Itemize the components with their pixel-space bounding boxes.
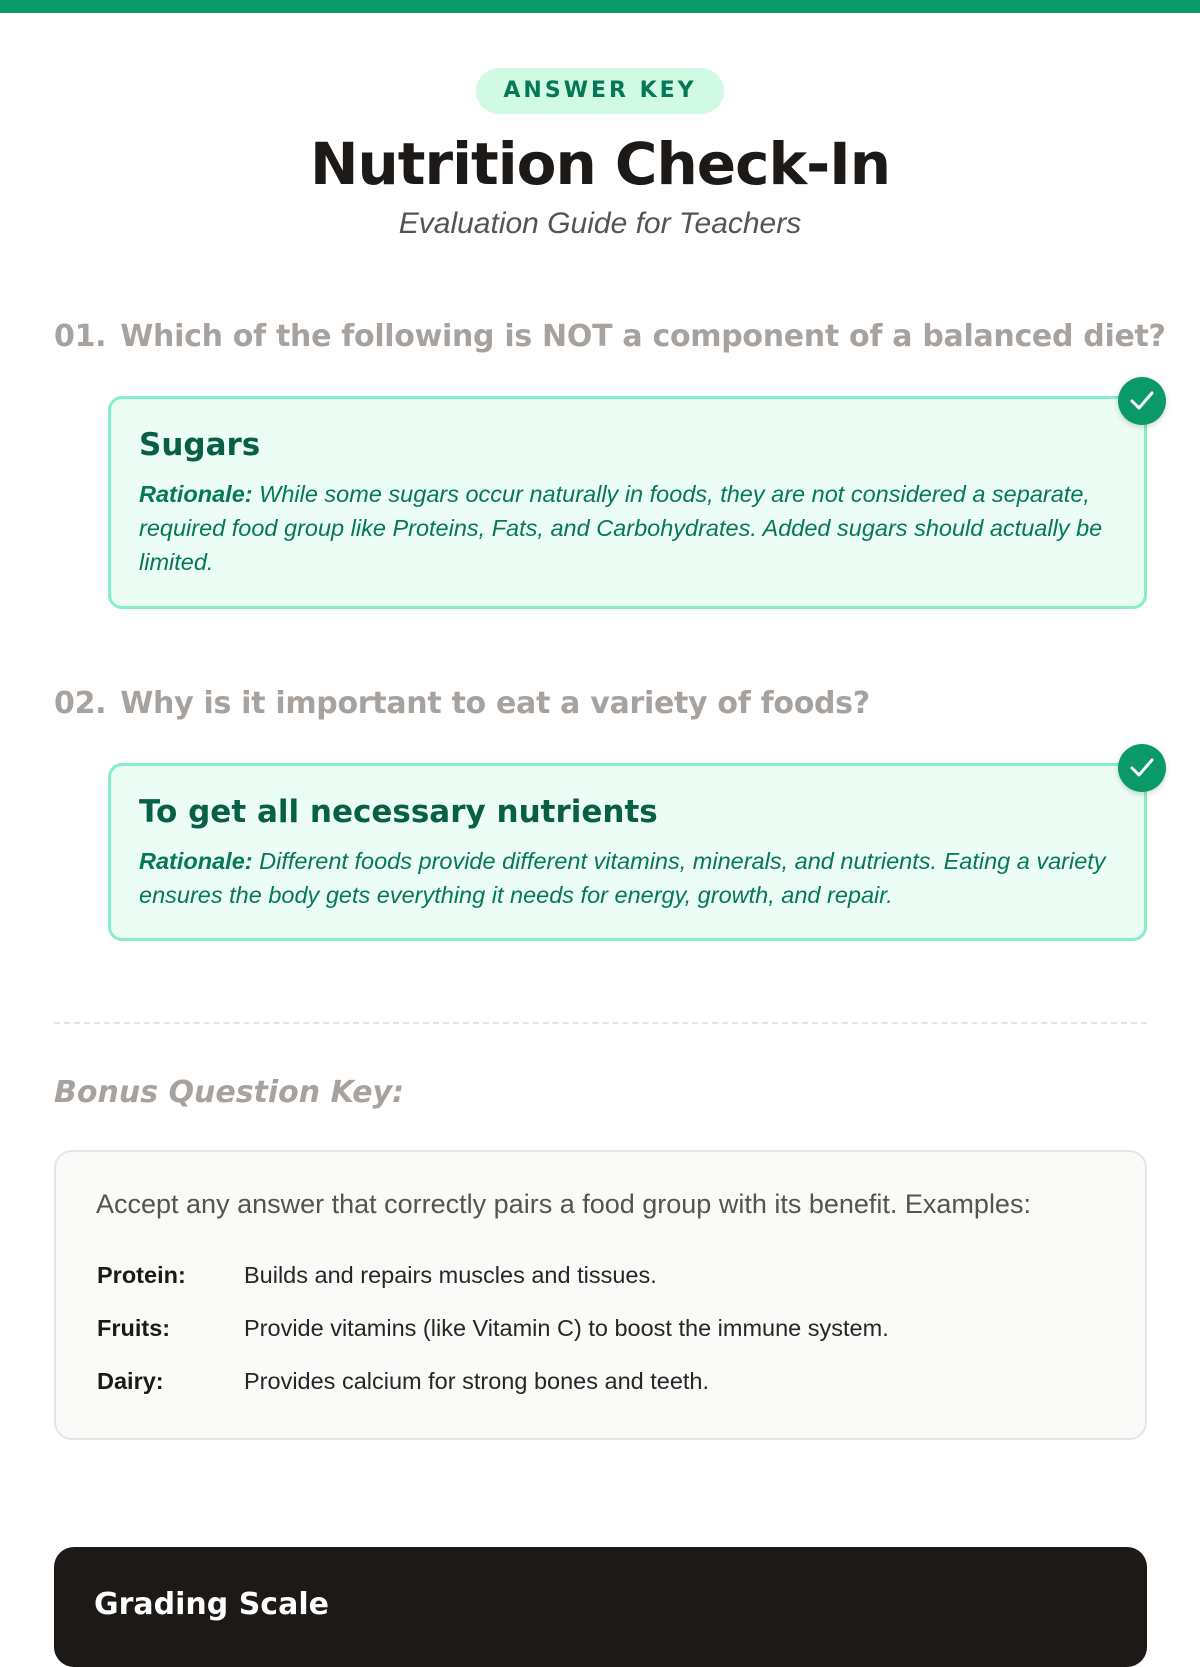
top-accent-bar [0, 0, 1200, 13]
answer-key-page [0, 13, 1200, 1622]
answer-card-2 [108, 763, 1147, 941]
bonus-example-row [97, 1260, 657, 1290]
rationale [139, 477, 1116, 579]
bonus-key-box [54, 1150, 1147, 1440]
grading-scale-panel [54, 1547, 1147, 1667]
answer-title: To get all necessary nutrients [139, 794, 658, 830]
rationale-text: While some sugars occur naturally in foods, they are not considered a separate, required food group like Proteins, Fats, and Carbohydrates. Added sugars should actually be limited. [139, 481, 1103, 575]
bonus-heading: Bonus Question Key: [54, 1075, 405, 1110]
header [0, 68, 1200, 244]
question-number: 02. [54, 686, 107, 721]
rationale [139, 844, 1116, 912]
bonus-example-row [97, 1366, 709, 1396]
rationale-label: Rationale: [139, 481, 253, 507]
check-icon [1118, 377, 1166, 425]
grading-scale-title: Grading Scale [94, 1587, 329, 1622]
bonus-intro: Accept any answer that correctly pairs a food group with its benefit. Examples: [96, 1189, 1031, 1219]
rationale-text: Different foods provide different vitamins, minerals, and nutrients. Eating a variety ensures the body gets everything it needs for energy, growth, and repair. [139, 848, 1106, 908]
example-desc: Provides calcium for strong bones and teeth. [244, 1368, 710, 1394]
example-desc: Provide vitamins (like Vitamin C) to boost the immune system. [244, 1315, 889, 1341]
example-label: Fruits: [97, 1315, 171, 1341]
example-label: Dairy: [97, 1368, 164, 1394]
question-1 [54, 319, 1166, 354]
answer-key-badge: ANSWER KEY [476, 68, 723, 114]
question-text: Which of the following is NOT a component of a balanced diet? [120, 319, 1166, 354]
rationale-label: Rationale: [139, 848, 253, 874]
page-title: Nutrition Check-In [309, 130, 891, 198]
question-2 [54, 686, 870, 721]
bonus-example-row [97, 1313, 889, 1343]
example-label: Protein: [97, 1262, 186, 1288]
check-icon [1118, 744, 1166, 792]
question-text: Why is it important to eat a variety of foods? [120, 686, 870, 721]
question-number: 01. [54, 319, 107, 354]
answer-card-1 [108, 396, 1147, 609]
example-desc: Builds and repairs muscles and tissues. [244, 1262, 657, 1288]
page-subtitle: Evaluation Guide for Teachers [398, 207, 802, 240]
section-divider [54, 1022, 1147, 1024]
answer-title: Sugars [139, 427, 261, 463]
